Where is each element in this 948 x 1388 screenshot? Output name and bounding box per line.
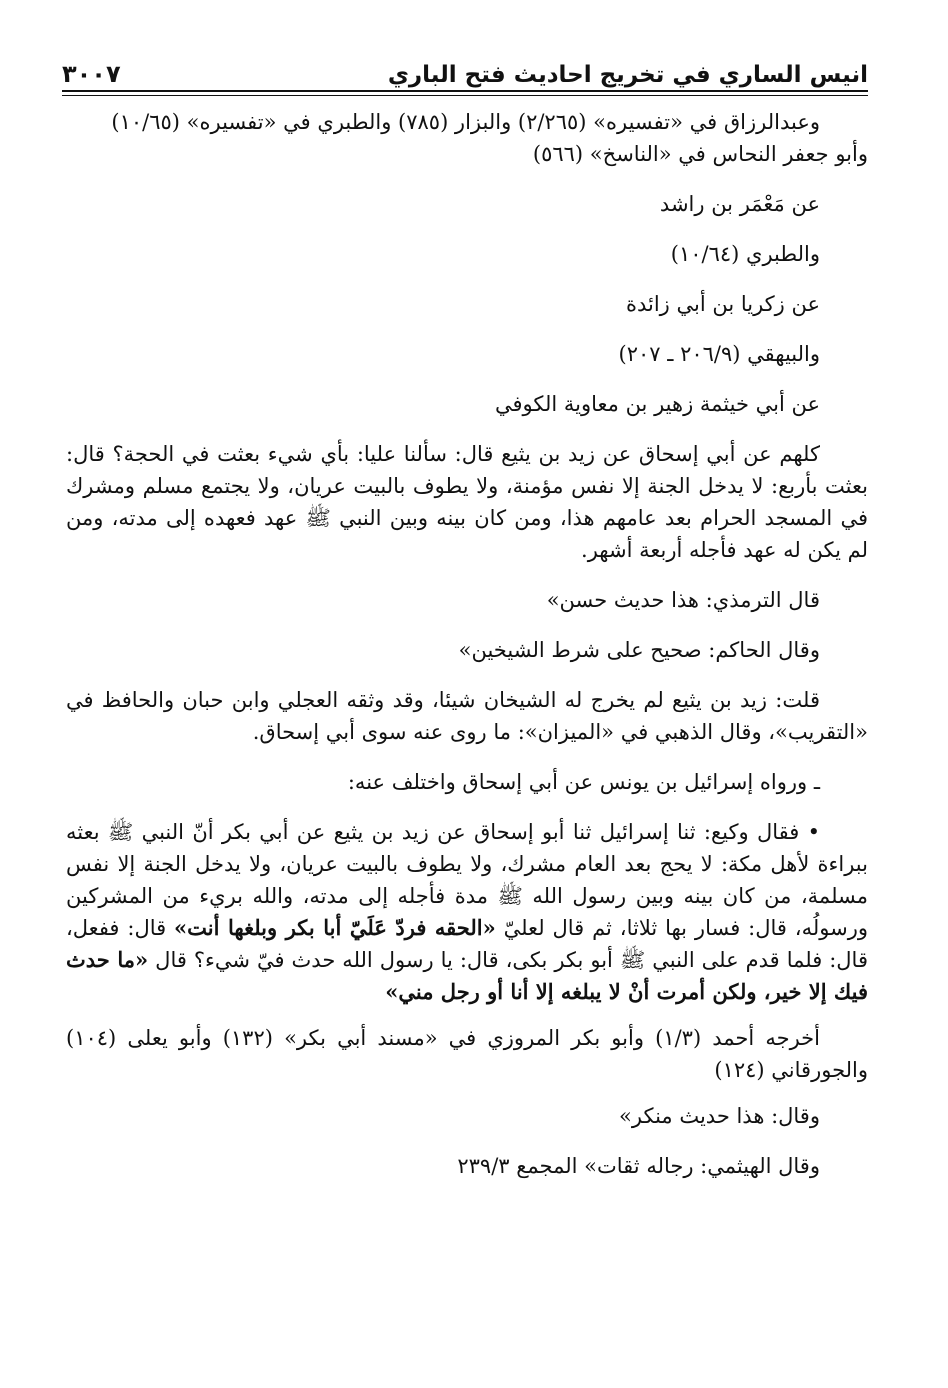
line-tabari: والطبري (١٠/٦٤) [670, 242, 820, 266]
waki-text-1: • فقال وكيع: ثنا إسرائيل ثنا أبو إسحاق عن زيد بن يثيع عن أبي بكر أنّ النبي ﷺ بعثه ببراءة لأهل مكة: لا يحج بعد العام مشرك، ولا يطوف بالبيت عريان، ولا يدخل الجنة إلا نفس مسلمة، من كان بينه وبين رسول الله ﷺ مدة فأجله إلى مدته، والله بريء من المشركين ورسولُه، قال: فسار بها ثلاثا، ثم قال لعليّ [66, 820, 868, 940]
header-rule [62, 90, 868, 92]
paragraph-waki [66, 816, 868, 1008]
line-khaythama: عن أبي خيثمة زهير بن معاوية الكوفي [494, 392, 820, 416]
line-israil: ـ ورواه إسرائيل بن يونس عن أبي إسحاق واختلف عنه: [347, 770, 820, 794]
waki-text-2: قال: ففعل، قال: فلما قدم على النبي ﷺ أبو بكر بكى، قال: يا رسول الله حدث فيّ شيء؟ قال [66, 916, 868, 972]
line-hakim: وقال الحاكم: صحيح على شرط الشيخين» [458, 638, 820, 662]
line-haythami: وقال الهيثمي: رجاله ثقات» المجمع ٢٣٩/٣ [457, 1154, 820, 1178]
line-muamar: عن مَعْمَر بن راشد [659, 192, 820, 216]
page-number: ٣٠٠٧ [62, 60, 121, 88]
line-zakariya: عن زكريا بن أبي زائدة [625, 292, 820, 316]
page-header [62, 44, 868, 88]
running-title: انيس الساري في تخريج احاديث فتح الباري [387, 62, 868, 88]
header-rule-thin [62, 95, 868, 96]
waki-quote-2: «ما حدث فيك إلا خير، ولكن أمرت أنْ لا يبلغه إلا أنا أو رجل مني» [66, 947, 868, 1004]
line-bayhaqi: والبيهقي (٢٠٦/٩ ـ ٢٠٧) [618, 342, 820, 366]
paragraph-akhrajahu: أخرجه أحمد (١/٣) وأبو بكر المروزي في «مسند أبي بكر» (١٣٢) وأبو يعلى (١٠٤) والجورقاني (١٢٤) [66, 1026, 868, 1082]
line-munkar: وقال: هذا حديث منكر» [619, 1104, 820, 1128]
body-text [66, 106, 868, 1200]
paragraph-qultu: قلت: زيد بن يثيع لم يخرج له الشيخان شيئا، وقد وثقه العجلي وابن حبان والحافظ في «التقريب»، وقال الذهبي في «الميزان»: ما روى عنه سوى أبي إسحاق. [66, 688, 868, 744]
sources-line-2: وأبو جعفر النحاس في «الناسخ» (٥٦٦) [532, 142, 868, 166]
line-tirmidhi: قال الترمذي: هذا حديث حسن» [546, 588, 820, 612]
paragraph-kulluhum: كلهم عن أبي إسحاق عن زيد بن يثيع قال: سألنا عليا: بأي شيء بعثت في الحجة؟ قال: بعثت بأربع: لا يدخل الجنة إلا نفس مؤمنة، ولا يطوف بالبيت عريان، ولا يجتمع مسلم ومشرك في المسجد الحرام بعد عامهم هذا، ومن كان بينه وبين النبي ﷺ عهد فعهده إلى مدته، ومن لم يكن له عهد فأجله أربعة أشهر. [66, 442, 868, 562]
sources-line-1: وعبدالرزاق في «تفسيره» (٢/٢٦٥) والبزار (٧٨٥) والطبري في «تفسيره» (١٠/٦٥) [111, 110, 820, 134]
waki-quote-1: «الحقه فردّ عَلَيّ أبا بكر وبلغها أنت» [174, 915, 496, 940]
paragraph-sources [66, 106, 868, 170]
